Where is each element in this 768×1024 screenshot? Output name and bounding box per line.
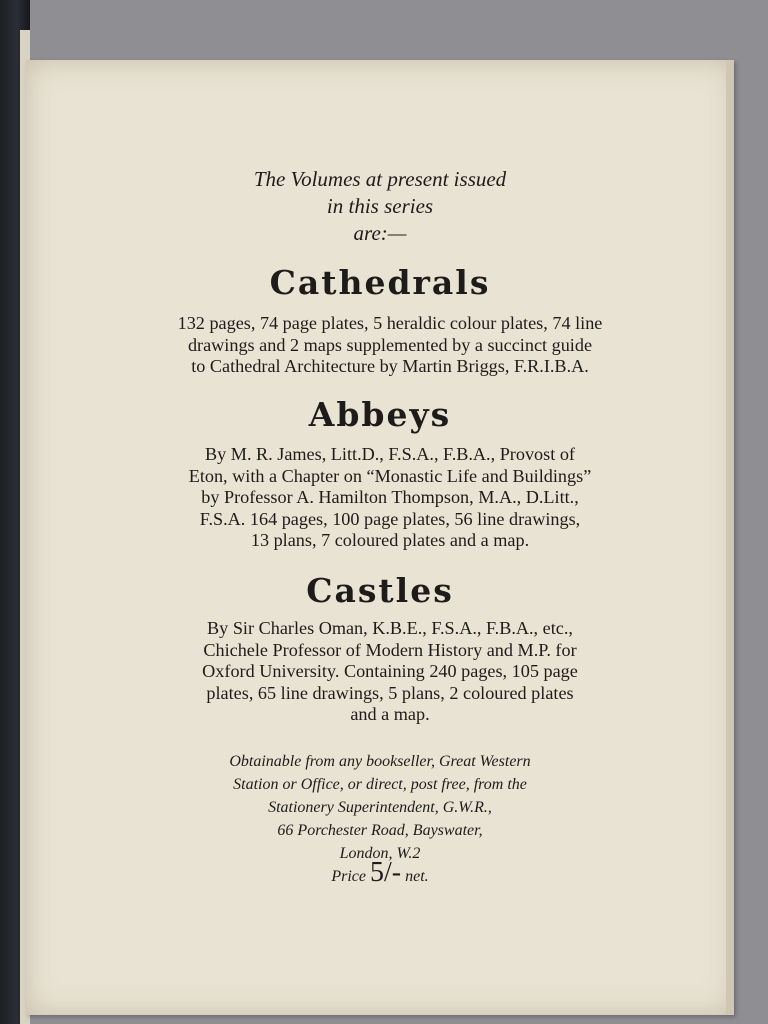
ordering-info [26, 750, 734, 865]
section-heading-abbeys: Abbeys [308, 395, 452, 434]
section-body-abbeys [142, 444, 638, 552]
section-body-castles [142, 618, 638, 726]
body-line: Oxford University. Containing 240 pages, 105 page [202, 661, 578, 681]
price-label: Price [331, 868, 366, 885]
footer-line: Obtainable from any bookseller, Great Western [229, 753, 531, 770]
section-heading-castles: Castles [306, 571, 454, 610]
body-line: By M. R. James, Litt.D., F.S.A., F.B.A., Provost of [205, 444, 575, 464]
body-line: F.S.A. 164 pages, 100 page plates, 56 line drawings, [199, 508, 581, 529]
price-line [26, 857, 734, 889]
price-amount: 5/- [370, 857, 402, 888]
body-line: drawings and 2 maps supplemented by a succinct guide [187, 334, 593, 355]
section-body-cathedrals [142, 313, 638, 378]
body-line: Eton, with a Chapter on “Monastic Life and Buildings” [188, 465, 592, 486]
footer-line: London, W.2 [339, 845, 421, 862]
body-line: 132 pages, 74 page plates, 5 heraldic colour plates, 74 line [177, 313, 603, 333]
book-page [26, 60, 734, 1015]
footer-line: Stationery Superintendent, G.W.R., [268, 799, 492, 816]
page-edge [726, 60, 734, 1015]
intro-line: The Volumes at present issued [253, 167, 507, 191]
body-line: Chichele Professor of Modern History and M.P. for [203, 639, 577, 660]
footer-line: Station or Office, or direct, post free, from the [233, 776, 527, 793]
footer-line: 66 Porchester Road, Bayswater, [277, 822, 483, 839]
body-line: by Professor A. Hamilton Thompson, M.A., D.Litt., [201, 487, 579, 507]
intro-line: are:— [353, 221, 407, 245]
body-line: By Sir Charles Oman, K.B.E., F.S.A., F.B.A., etc., [207, 618, 573, 638]
body-line: 13 plans, 7 coloured plates and a map. [250, 530, 530, 550]
body-line: to Cathedral Architecture by Martin Briggs, F.R.I.B.A. [191, 356, 589, 376]
intro-text [26, 166, 734, 247]
body-line: and a map. [350, 704, 430, 724]
price-suffix: net. [405, 868, 429, 885]
intro-line: in this series [326, 194, 434, 218]
section-heading-cathedrals: Cathedrals [269, 263, 491, 302]
body-line: plates, 65 line drawings, 5 plans, 2 coloured plates [206, 682, 574, 703]
